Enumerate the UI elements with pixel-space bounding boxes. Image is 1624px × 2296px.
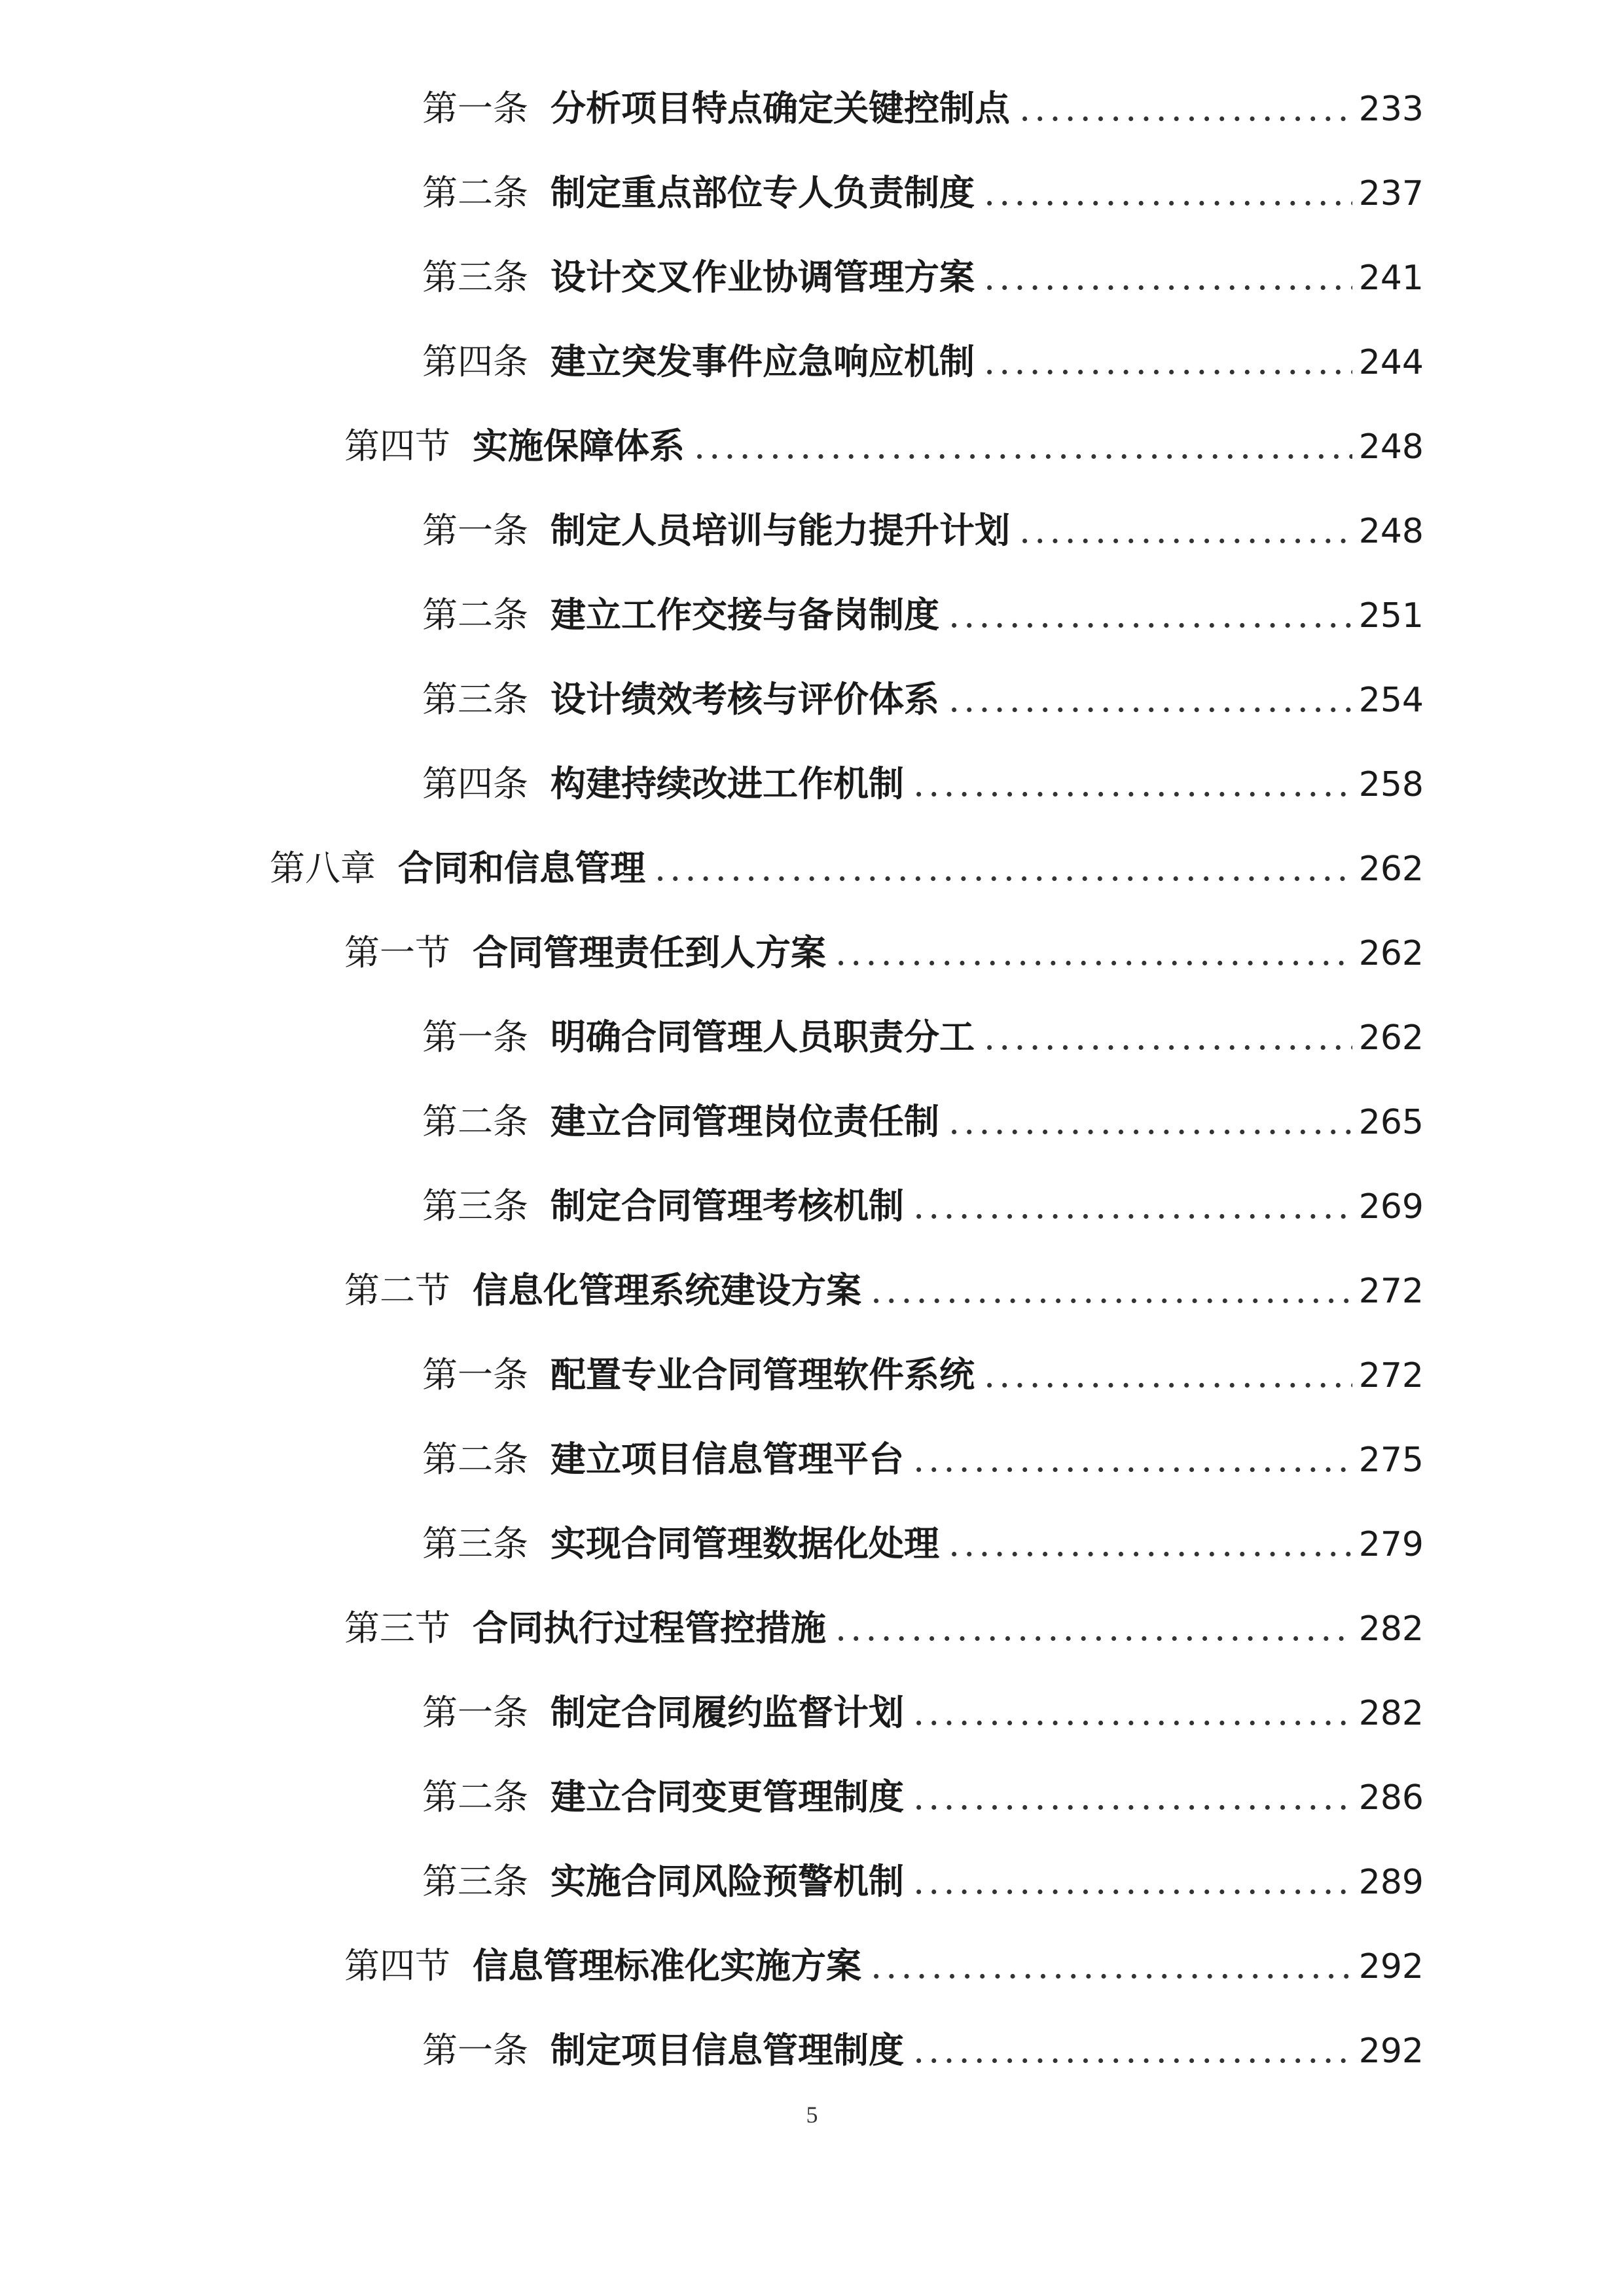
toc-entry-title: 制定重点部位专人负责制度 [550, 171, 975, 213]
toc-dot-leader [913, 1180, 1352, 1232]
toc-dot-leader [984, 336, 1352, 388]
toc-entry-page: 258 [1358, 765, 1424, 804]
toc-entry-label: 第三条 [422, 679, 528, 720]
toc-entry-label: 第一条 [422, 1354, 528, 1395]
toc-dot-leader [948, 1518, 1352, 1570]
toc-entry-label: 第三条 [422, 1523, 528, 1564]
toc-entry-title: 建立项目信息管理平台 [550, 1438, 904, 1480]
toc-dot-leader [984, 1349, 1352, 1401]
toc-entry-label: 第二条 [422, 594, 528, 636]
toc-entry-label: 第一条 [422, 510, 528, 551]
toc-entry-title: 构建持续改进工作机制 [550, 762, 904, 804]
toc-entry-title: 设计交叉作业协调管理方案 [550, 256, 975, 298]
toc-entry[interactable] [422, 1433, 1424, 1485]
toc-entry-label: 第二条 [422, 172, 528, 213]
toc-entry-title: 合同管理责任到人方案 [473, 931, 826, 973]
toc-entry-page: 292 [1358, 1947, 1424, 1986]
toc-dot-leader [913, 2024, 1352, 2077]
toc-entry[interactable] [422, 673, 1424, 725]
toc-dot-leader [984, 167, 1352, 219]
toc-dot-leader [984, 1011, 1352, 1064]
toc-entry-title: 建立突发事件应急响应机制 [550, 340, 975, 382]
toc-entry[interactable] [422, 1011, 1424, 1063]
toc-dot-leader [871, 1940, 1352, 1992]
toc-entry-label: 第四条 [422, 341, 528, 382]
toc-entry-page: 254 [1358, 681, 1424, 720]
toc-entry-label: 第八章 [270, 848, 376, 889]
toc-entry[interactable] [422, 251, 1424, 303]
toc-entry[interactable] [422, 1348, 1424, 1401]
toc-entry-title: 实施合同风险预警机制 [550, 1860, 904, 1902]
toc-dot-leader [1019, 82, 1352, 135]
toc-dot-leader [948, 1096, 1352, 1148]
toc-entry-title: 配置专业合同管理软件系统 [550, 1354, 975, 1395]
toc-entry-page: 248 [1358, 427, 1424, 467]
toc-entry-title: 设计绩效考核与评价体系 [550, 678, 939, 720]
toc-entry-title: 建立合同管理岗位责任制 [550, 1100, 939, 1142]
toc-entry-label: 第四节 [344, 1945, 450, 1986]
toc-entry[interactable] [422, 757, 1424, 810]
toc-dot-leader [913, 1856, 1352, 1908]
toc-entry-page: 292 [1358, 2032, 1424, 2071]
toc-entry[interactable] [344, 1939, 1424, 1992]
toc-entry-page: 244 [1358, 343, 1424, 382]
toc-entry-label: 第一条 [422, 2030, 528, 2071]
toc-entry-page: 265 [1358, 1103, 1424, 1142]
toc-entry-page: 262 [1358, 1018, 1424, 1058]
toc-entry[interactable] [422, 1095, 1424, 1147]
toc-entry-title: 制定项目信息管理制度 [550, 2029, 904, 2071]
toc-entry[interactable] [344, 1264, 1424, 1316]
toc-dot-leader [948, 589, 1352, 641]
toc-entry-label: 第二节 [344, 1270, 450, 1311]
page-number: 5 [806, 2102, 818, 2128]
toc-entry-label: 第三条 [422, 1185, 528, 1227]
toc-entry-page: 248 [1358, 512, 1424, 551]
toc-entry[interactable] [422, 1855, 1424, 1907]
toc-entry[interactable] [422, 82, 1424, 134]
toc-entry[interactable] [422, 1686, 1424, 1738]
toc-entry-title: 合同和信息管理 [398, 847, 645, 889]
toc-entry-page: 251 [1358, 596, 1424, 636]
toc-entry-page: 233 [1358, 90, 1424, 129]
toc-entry-title: 建立工作交接与备岗制度 [550, 594, 939, 636]
toc-entry[interactable] [270, 842, 1424, 894]
toc-entry[interactable] [422, 2024, 1424, 2076]
toc-entry[interactable] [422, 504, 1424, 556]
toc-entry[interactable] [422, 588, 1424, 641]
toc-entry[interactable] [344, 926, 1424, 978]
toc-entry-page: 275 [1358, 1441, 1424, 1480]
toc-entry-title: 建立合同变更管理制度 [550, 1776, 904, 1818]
toc-entry-page: 282 [1358, 1694, 1424, 1733]
toc-entry-title: 信息化管理系统建设方案 [473, 1269, 861, 1311]
toc-entry-title: 明确合同管理人员职责分工 [550, 1016, 975, 1058]
toc-entry-label: 第三条 [422, 257, 528, 298]
toc-entry[interactable] [422, 1770, 1424, 1823]
toc-entry-page: 282 [1358, 1609, 1424, 1649]
toc-entry-page: 262 [1358, 934, 1424, 973]
toc-dot-leader [984, 251, 1352, 304]
toc-entry-label: 第一条 [422, 1016, 528, 1058]
toc-entry-title: 合同执行过程管控措施 [473, 1607, 826, 1649]
toc-entry-title: 实施保障体系 [473, 425, 685, 467]
toc-entry-label: 第二条 [422, 1439, 528, 1480]
toc-entry-page: 272 [1358, 1356, 1424, 1395]
toc-entry-title: 制定合同管理考核机制 [550, 1185, 904, 1227]
toc-dot-leader [913, 758, 1352, 810]
toc-entry-page: 289 [1358, 1863, 1424, 1902]
toc-dot-leader [913, 1687, 1352, 1739]
toc-entry-label: 第一条 [422, 88, 528, 129]
toc-entry-label: 第二条 [422, 1776, 528, 1818]
toc-entry[interactable] [422, 1517, 1424, 1570]
toc-entry-label: 第四节 [344, 425, 450, 467]
toc-entry-title: 实现合同管理数据化处理 [550, 1522, 939, 1564]
toc-entry[interactable] [422, 1179, 1424, 1232]
toc-dot-leader [835, 927, 1352, 979]
toc-entry[interactable] [344, 1602, 1424, 1654]
toc-entry-label: 第三节 [344, 1607, 450, 1649]
toc-dot-leader [913, 1433, 1352, 1486]
toc-entry-label: 第一节 [344, 932, 450, 973]
toc-entry-page: 262 [1358, 850, 1424, 889]
toc-dot-leader [694, 420, 1352, 473]
toc-entry-page: 286 [1358, 1778, 1424, 1818]
toc-entry-title: 制定合同履约监督计划 [550, 1691, 904, 1733]
toc-entry-page: 272 [1358, 1272, 1424, 1311]
toc-entry-title: 制定人员培训与能力提升计划 [550, 509, 1010, 551]
toc-entry[interactable] [422, 166, 1424, 219]
toc-entry-label: 第一条 [422, 1692, 528, 1733]
toc-entry-page: 269 [1358, 1187, 1424, 1227]
toc-dot-leader [913, 1771, 1352, 1823]
toc-entry-label: 第四条 [422, 763, 528, 804]
toc-dot-leader [1019, 505, 1352, 557]
toc-entry-page: 279 [1358, 1525, 1424, 1564]
toc-dot-leader [871, 1265, 1352, 1317]
toc-entry-title: 分析项目特点确定关键控制点 [550, 87, 1010, 129]
toc-entry-label: 第二条 [422, 1101, 528, 1142]
toc-entry[interactable] [422, 335, 1424, 387]
toc-entry-page: 241 [1358, 259, 1424, 298]
toc-entry-page: 237 [1358, 174, 1424, 213]
toc-dot-leader [655, 842, 1352, 895]
toc-dot-leader [835, 1602, 1352, 1655]
toc-entry-title: 信息管理标准化实施方案 [473, 1945, 861, 1986]
toc-entry[interactable] [344, 420, 1424, 472]
toc-dot-leader [948, 673, 1352, 726]
toc-entry-label: 第三条 [422, 1861, 528, 1902]
